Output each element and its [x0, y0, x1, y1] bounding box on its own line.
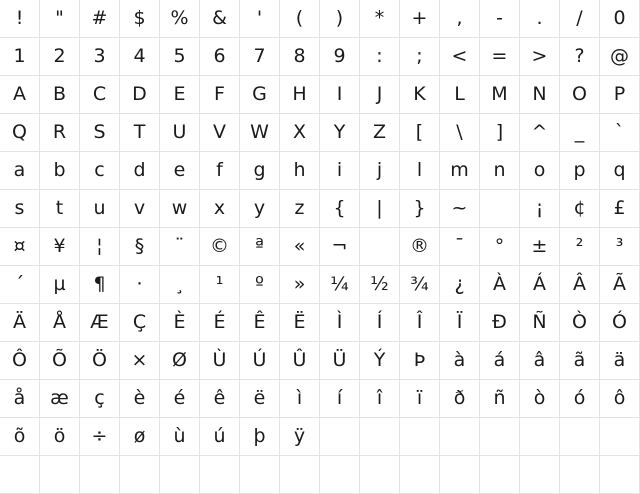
- glyph-cell: Ç: [120, 304, 160, 342]
- glyph-cell: ^: [520, 114, 560, 152]
- glyph-cell: [360, 228, 400, 266]
- glyph-cell: Ø: [160, 342, 200, 380]
- glyph-cell-empty: [400, 456, 440, 494]
- glyph-cell: 4: [120, 38, 160, 76]
- glyph-cell: ³: [600, 228, 640, 266]
- glyph-cell: ": [40, 0, 80, 38]
- glyph-cell: Î: [400, 304, 440, 342]
- glyph-cell-empty: [320, 456, 360, 494]
- glyph-cell: ´: [0, 266, 40, 304]
- glyph-cell: l: [400, 152, 440, 190]
- glyph-cell-empty: [360, 418, 400, 456]
- glyph-cell: \: [440, 114, 480, 152]
- glyph-cell: ô: [600, 380, 640, 418]
- glyph-cell: =: [480, 38, 520, 76]
- glyph-cell: ñ: [480, 380, 520, 418]
- glyph-cell: O: [560, 76, 600, 114]
- glyph-cell-empty: [480, 190, 520, 228]
- glyph-cell: ·: [120, 266, 160, 304]
- glyph-cell: þ: [240, 418, 280, 456]
- glyph-cell: Z: [360, 114, 400, 152]
- glyph-cell: d: [120, 152, 160, 190]
- glyph-cell: N: [520, 76, 560, 114]
- glyph-cell: ]: [480, 114, 520, 152]
- glyph-cell: @: [600, 38, 640, 76]
- glyph-cell-empty: [160, 456, 200, 494]
- glyph-cell: Ã: [600, 266, 640, 304]
- glyph-cell: å: [0, 380, 40, 418]
- glyph-cell: µ: [40, 266, 80, 304]
- glyph-cell: e: [160, 152, 200, 190]
- glyph-cell: ¿: [440, 266, 480, 304]
- glyph-cell: ã: [560, 342, 600, 380]
- glyph-cell: I: [320, 76, 360, 114]
- glyph-cell: ö: [40, 418, 80, 456]
- glyph-cell: ð: [440, 380, 480, 418]
- glyph-cell: Â: [560, 266, 600, 304]
- glyph-cell-empty: [120, 456, 160, 494]
- glyph-cell: ±: [520, 228, 560, 266]
- glyph-cell: ²: [560, 228, 600, 266]
- glyph-cell: Å: [40, 304, 80, 342]
- glyph-cell: ç: [80, 380, 120, 418]
- glyph-cell: B: [40, 76, 80, 114]
- glyph-cell: ó: [560, 380, 600, 418]
- glyph-cell: p: [560, 152, 600, 190]
- glyph-cell-empty: [440, 418, 480, 456]
- glyph-cell: í: [320, 380, 360, 418]
- glyph-cell: Ù: [200, 342, 240, 380]
- glyph-cell: L: [440, 76, 480, 114]
- glyph-cell: ò: [520, 380, 560, 418]
- glyph-cell: :: [360, 38, 400, 76]
- glyph-cell: Ê: [240, 304, 280, 342]
- glyph-cell: Ö: [80, 342, 120, 380]
- glyph-cell: ¸: [160, 266, 200, 304]
- glyph-cell: Õ: [40, 342, 80, 380]
- glyph-cell-empty: [480, 456, 520, 494]
- glyph-cell: X: [280, 114, 320, 152]
- glyph-cell: {: [320, 190, 360, 228]
- glyph-cell: y: [240, 190, 280, 228]
- glyph-cell: +: [400, 0, 440, 38]
- glyph-cell: à: [440, 342, 480, 380]
- glyph-cell: *: [360, 0, 400, 38]
- glyph-cell: 8: [280, 38, 320, 76]
- glyph-cell: P: [600, 76, 640, 114]
- glyph-cell: .: [520, 0, 560, 38]
- glyph-cell: s: [0, 190, 40, 228]
- glyph-cell: o: [520, 152, 560, 190]
- glyph-cell-empty: [560, 456, 600, 494]
- glyph-cell: ¾: [400, 266, 440, 304]
- glyph-cell-empty: [520, 456, 560, 494]
- glyph-cell: c: [80, 152, 120, 190]
- glyph-cell: ?: [560, 38, 600, 76]
- glyph-cell: «: [280, 228, 320, 266]
- glyph-cell: ë: [240, 380, 280, 418]
- glyph-cell: £: [600, 190, 640, 228]
- glyph-cell: â: [520, 342, 560, 380]
- glyph-cell: j: [360, 152, 400, 190]
- glyph-cell: ¥: [40, 228, 80, 266]
- glyph-cell: ¡: [520, 190, 560, 228]
- glyph-cell-empty: [440, 456, 480, 494]
- glyph-cell: ø: [120, 418, 160, 456]
- glyph-cell-empty: [320, 418, 360, 456]
- glyph-cell-empty: [600, 456, 640, 494]
- glyph-cell: A: [0, 76, 40, 114]
- glyph-cell: ¦: [80, 228, 120, 266]
- glyph-cell: è: [120, 380, 160, 418]
- glyph-cell: 9: [320, 38, 360, 76]
- glyph-cell: ¤: [0, 228, 40, 266]
- glyph-cell: !: [0, 0, 40, 38]
- glyph-cell: é: [160, 380, 200, 418]
- glyph-cell: [: [400, 114, 440, 152]
- glyph-cell: 5: [160, 38, 200, 76]
- glyph-cell-empty: [600, 418, 640, 456]
- glyph-cell: q: [600, 152, 640, 190]
- glyph-cell: Æ: [80, 304, 120, 342]
- glyph-cell: Ô: [0, 342, 40, 380]
- glyph-cell: M: [480, 76, 520, 114]
- glyph-cell: K: [400, 76, 440, 114]
- glyph-cell: ú: [200, 418, 240, 456]
- glyph-cell: Û: [280, 342, 320, 380]
- glyph-cell: D: [120, 76, 160, 114]
- glyph-cell: U: [160, 114, 200, 152]
- glyph-cell: ×: [120, 342, 160, 380]
- glyph-cell: /: [560, 0, 600, 38]
- glyph-cell: Í: [360, 304, 400, 342]
- glyph-cell: R: [40, 114, 80, 152]
- glyph-cell: Ë: [280, 304, 320, 342]
- glyph-cell: 7: [240, 38, 280, 76]
- glyph-cell: 6: [200, 38, 240, 76]
- glyph-cell: §: [120, 228, 160, 266]
- glyph-cell: C: [80, 76, 120, 114]
- glyph-cell: ®: [400, 228, 440, 266]
- glyph-cell-empty: [200, 456, 240, 494]
- glyph-cell: ~: [440, 190, 480, 228]
- glyph-cell: #: [80, 0, 120, 38]
- glyph-cell: >: [520, 38, 560, 76]
- glyph-cell: °: [480, 228, 520, 266]
- glyph-cell: ù: [160, 418, 200, 456]
- glyph-cell: Ñ: [520, 304, 560, 342]
- glyph-cell: Á: [520, 266, 560, 304]
- glyph-cell-empty: [240, 456, 280, 494]
- glyph-cell: ÿ: [280, 418, 320, 456]
- glyph-cell: J: [360, 76, 400, 114]
- glyph-cell: Þ: [400, 342, 440, 380]
- glyph-cell: Q: [0, 114, 40, 152]
- glyph-cell-empty: [520, 418, 560, 456]
- glyph-cell: E: [160, 76, 200, 114]
- glyph-cell-empty: [0, 456, 40, 494]
- glyph-cell: 3: [80, 38, 120, 76]
- glyph-cell: ÷: [80, 418, 120, 456]
- glyph-cell: Y: [320, 114, 360, 152]
- glyph-cell: &: [200, 0, 240, 38]
- glyph-cell: ¢: [560, 190, 600, 228]
- glyph-cell: t: [40, 190, 80, 228]
- glyph-cell: S: [80, 114, 120, 152]
- glyph-cell: ): [320, 0, 360, 38]
- glyph-cell: ¶: [80, 266, 120, 304]
- glyph-cell: n: [480, 152, 520, 190]
- glyph-cell: Ó: [600, 304, 640, 342]
- glyph-cell: É: [200, 304, 240, 342]
- glyph-cell: -: [480, 0, 520, 38]
- glyph-cell: ¼: [320, 266, 360, 304]
- glyph-cell-empty: [280, 456, 320, 494]
- glyph-cell: ¹: [200, 266, 240, 304]
- glyph-cell: Ð: [480, 304, 520, 342]
- glyph-cell: w: [160, 190, 200, 228]
- glyph-cell: %: [160, 0, 200, 38]
- glyph-cell: ¯: [440, 228, 480, 266]
- glyph-cell: ¨: [160, 228, 200, 266]
- glyph-cell: ,: [440, 0, 480, 38]
- glyph-cell: f: [200, 152, 240, 190]
- glyph-cell-empty: [560, 418, 600, 456]
- glyph-cell: 1: [0, 38, 40, 76]
- glyph-cell: v: [120, 190, 160, 228]
- glyph-cell: W: [240, 114, 280, 152]
- glyph-cell: i: [320, 152, 360, 190]
- glyph-cell: ê: [200, 380, 240, 418]
- glyph-cell: Ä: [0, 304, 40, 342]
- glyph-cell: æ: [40, 380, 80, 418]
- glyph-cell: g: [240, 152, 280, 190]
- glyph-cell: È: [160, 304, 200, 342]
- glyph-cell: õ: [0, 418, 40, 456]
- glyph-cell: 0: [600, 0, 640, 38]
- glyph-cell: Ú: [240, 342, 280, 380]
- glyph-cell: z: [280, 190, 320, 228]
- glyph-cell: ä: [600, 342, 640, 380]
- glyph-cell-empty: [400, 418, 440, 456]
- glyph-cell: F: [200, 76, 240, 114]
- glyph-cell: º: [240, 266, 280, 304]
- glyph-cell: `: [600, 114, 640, 152]
- glyph-cell: á: [480, 342, 520, 380]
- glyph-cell: Ò: [560, 304, 600, 342]
- glyph-cell: x: [200, 190, 240, 228]
- glyph-cell: Ï: [440, 304, 480, 342]
- glyph-cell: ½: [360, 266, 400, 304]
- glyph-cell: ©: [200, 228, 240, 266]
- glyph-cell: <: [440, 38, 480, 76]
- glyph-cell: Ì: [320, 304, 360, 342]
- glyph-cell: (: [280, 0, 320, 38]
- glyph-cell: 2: [40, 38, 80, 76]
- glyph-cell: b: [40, 152, 80, 190]
- glyph-cell: ì: [280, 380, 320, 418]
- glyph-cell: Ü: [320, 342, 360, 380]
- glyph-cell: m: [440, 152, 480, 190]
- glyph-cell: Ý: [360, 342, 400, 380]
- glyph-cell: ': [240, 0, 280, 38]
- glyph-cell: H: [280, 76, 320, 114]
- glyph-cell-empty: [40, 456, 80, 494]
- glyph-cell: }: [400, 190, 440, 228]
- glyph-cell-empty: [360, 456, 400, 494]
- glyph-cell: a: [0, 152, 40, 190]
- glyph-cell: T: [120, 114, 160, 152]
- glyph-cell: $: [120, 0, 160, 38]
- glyph-cell: ª: [240, 228, 280, 266]
- glyph-cell: À: [480, 266, 520, 304]
- glyph-cell: î: [360, 380, 400, 418]
- glyph-cell: h: [280, 152, 320, 190]
- glyph-cell: _: [560, 114, 600, 152]
- glyph-cell: ¬: [320, 228, 360, 266]
- glyph-cell: u: [80, 190, 120, 228]
- glyph-cell-empty: [80, 456, 120, 494]
- glyph-cell: ï: [400, 380, 440, 418]
- glyph-cell: V: [200, 114, 240, 152]
- glyph-cell-empty: [480, 418, 520, 456]
- glyph-cell: |: [360, 190, 400, 228]
- glyph-cell: »: [280, 266, 320, 304]
- glyph-cell: ;: [400, 38, 440, 76]
- glyph-cell: G: [240, 76, 280, 114]
